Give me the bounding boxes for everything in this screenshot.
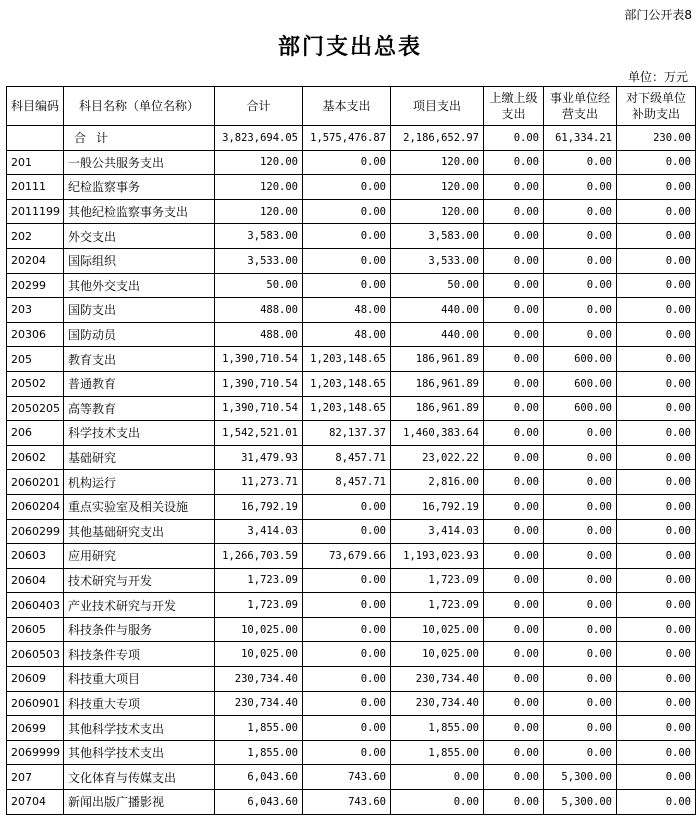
table-row: [7, 322, 696, 347]
row-value: 1,390,710.54: [215, 371, 303, 396]
row-value: 0.00: [617, 470, 696, 495]
row-name: 新闻出版广播影视: [64, 790, 215, 815]
row-value: 0.00: [617, 691, 696, 716]
table-row: [7, 150, 696, 175]
row-value: 0.00: [303, 175, 391, 200]
row-value: 230,734.40: [391, 667, 484, 692]
table-row: [7, 617, 696, 642]
row-name: 文化体育与传媒支出: [64, 765, 215, 790]
total-value: 61,334.21: [544, 126, 617, 151]
table-row: [7, 421, 696, 446]
header-subsidy: 对下级单位补助支出: [617, 87, 696, 126]
row-value: 0.00: [484, 544, 544, 569]
row-value: 1,723.09: [215, 593, 303, 618]
header-business: 事业单位经营支出: [544, 87, 617, 126]
row-name: 其他科学技术支出: [64, 740, 215, 765]
table-row: [7, 740, 696, 765]
row-value: 1,203,148.65: [303, 371, 391, 396]
row-value: 0.00: [484, 224, 544, 249]
row-value: 11,273.71: [215, 470, 303, 495]
row-value: 0.00: [617, 642, 696, 667]
row-value: 1,390,710.54: [215, 347, 303, 372]
row-value: 0.00: [303, 199, 391, 224]
row-value: 743.60: [303, 765, 391, 790]
row-value: 0.00: [617, 765, 696, 790]
row-value: 10,025.00: [215, 642, 303, 667]
row-value: 0.00: [617, 740, 696, 765]
row-value: 743.60: [303, 790, 391, 815]
row-value: 0.00: [617, 298, 696, 323]
total-value: 0.00: [484, 126, 544, 151]
row-value: 0.00: [303, 248, 391, 273]
row-value: 0.00: [544, 175, 617, 200]
row-value: 0.00: [544, 642, 617, 667]
row-value: 1,855.00: [391, 716, 484, 741]
header-row: [7, 87, 696, 126]
row-value: 0.00: [303, 667, 391, 692]
row-value: 10,025.00: [391, 617, 484, 642]
table-row: [7, 667, 696, 692]
row-value: 0.00: [484, 790, 544, 815]
row-value: 0.00: [544, 617, 617, 642]
row-value: 2,816.00: [391, 470, 484, 495]
row-code: 20604: [7, 568, 64, 593]
row-code: 202: [7, 224, 64, 249]
row-value: 0.00: [617, 322, 696, 347]
row-name: 外交支出: [64, 224, 215, 249]
row-value: 0.00: [484, 494, 544, 519]
row-value: 0.00: [484, 617, 544, 642]
row-name: 机构运行: [64, 470, 215, 495]
row-name: 一般公共服务支出: [64, 150, 215, 175]
total-value: 3,823,694.05: [215, 126, 303, 151]
row-value: 0.00: [544, 568, 617, 593]
row-name: 应用研究: [64, 544, 215, 569]
row-value: 10,025.00: [391, 642, 484, 667]
row-value: 0.00: [617, 544, 696, 569]
row-value: 0.00: [391, 790, 484, 815]
row-value: 3,414.03: [215, 519, 303, 544]
row-value: 0.00: [617, 371, 696, 396]
row-value: 600.00: [544, 396, 617, 421]
row-name: 其他外交支出: [64, 273, 215, 298]
row-value: 0.00: [544, 494, 617, 519]
row-value: 0.00: [617, 519, 696, 544]
row-name: 教育支出: [64, 347, 215, 372]
row-name: 国际组织: [64, 248, 215, 273]
row-value: 0.00: [303, 716, 391, 741]
row-value: 0.00: [617, 224, 696, 249]
table-row: [7, 593, 696, 618]
table-row: [7, 273, 696, 298]
row-value: 0.00: [484, 248, 544, 273]
table-row: [7, 199, 696, 224]
row-value: 488.00: [215, 322, 303, 347]
table-row: [7, 445, 696, 470]
row-value: 120.00: [391, 175, 484, 200]
row-value: 0.00: [484, 421, 544, 446]
row-value: 0.00: [617, 667, 696, 692]
row-code: 20699: [7, 716, 64, 741]
row-value: 0.00: [617, 445, 696, 470]
row-value: 1,460,383.64: [391, 421, 484, 446]
row-value: 0.00: [484, 691, 544, 716]
row-value: 0.00: [617, 790, 696, 815]
row-value: 0.00: [544, 716, 617, 741]
row-code: 20602: [7, 445, 64, 470]
row-value: 0.00: [544, 740, 617, 765]
table-row: [7, 396, 696, 421]
row-value: 0.00: [484, 470, 544, 495]
total-value: 230.00: [617, 126, 696, 151]
row-value: 0.00: [303, 224, 391, 249]
row-value: 0.00: [617, 494, 696, 519]
row-value: 3,583.00: [391, 224, 484, 249]
row-value: 23,022.22: [391, 445, 484, 470]
header-project: 项目支出: [391, 87, 484, 126]
row-value: 0.00: [617, 396, 696, 421]
row-value: 0.00: [484, 445, 544, 470]
row-value: 1,203,148.65: [303, 347, 391, 372]
row-value: 82,137.37: [303, 421, 391, 446]
row-value: 0.00: [484, 667, 544, 692]
row-code: 2060503: [7, 642, 64, 667]
row-value: 0.00: [484, 396, 544, 421]
table-row: [7, 642, 696, 667]
row-code: 20609: [7, 667, 64, 692]
row-value: 31,479.93: [215, 445, 303, 470]
row-value: 0.00: [484, 199, 544, 224]
row-name: 基础研究: [64, 445, 215, 470]
row-value: 0.00: [303, 150, 391, 175]
row-value: 120.00: [391, 150, 484, 175]
row-code: 2011199: [7, 199, 64, 224]
row-name: 科学技术支出: [64, 421, 215, 446]
table-row: [7, 224, 696, 249]
row-name: 高等教育: [64, 396, 215, 421]
row-value: 1,266,703.59: [215, 544, 303, 569]
row-value: 0.00: [484, 568, 544, 593]
row-value: 1,855.00: [215, 740, 303, 765]
row-value: 16,792.19: [391, 494, 484, 519]
form-number: 部门公开表8: [624, 8, 692, 22]
row-value: 0.00: [617, 150, 696, 175]
row-name: 其他基础研究支出: [64, 519, 215, 544]
table-row: [7, 371, 696, 396]
header-basic: 基本支出: [303, 87, 391, 126]
header-total: 合计: [215, 87, 303, 126]
row-code: 20502: [7, 371, 64, 396]
row-value: 48.00: [303, 298, 391, 323]
header-name: 科目名称（单位名称）: [64, 87, 215, 126]
row-value: 186,961.89: [391, 347, 484, 372]
row-value: 0.00: [484, 273, 544, 298]
row-value: 0.00: [391, 765, 484, 790]
row-value: 0.00: [544, 273, 617, 298]
row-value: 6,043.60: [215, 790, 303, 815]
row-value: 8,457.71: [303, 445, 391, 470]
header-upper: 上缴上级支出: [484, 87, 544, 126]
row-value: 1,542,521.01: [215, 421, 303, 446]
row-value: 0.00: [544, 667, 617, 692]
total-code: [7, 126, 64, 151]
row-value: 10,025.00: [215, 617, 303, 642]
row-code: 2060403: [7, 593, 64, 618]
row-code: 2050205: [7, 396, 64, 421]
row-value: 230,734.40: [215, 691, 303, 716]
row-code: 20704: [7, 790, 64, 815]
row-value: 0.00: [617, 716, 696, 741]
total-label: 合计: [64, 126, 215, 151]
row-value: 0.00: [303, 740, 391, 765]
table-row: [7, 248, 696, 273]
row-code: 2060299: [7, 519, 64, 544]
row-code: 2060901: [7, 691, 64, 716]
row-value: 0.00: [544, 445, 617, 470]
row-name: 科技条件与服务: [64, 617, 215, 642]
table-row: [7, 175, 696, 200]
row-value: 0.00: [303, 494, 391, 519]
row-name: 重点实验室及相关设施: [64, 494, 215, 519]
table-row: [7, 519, 696, 544]
row-value: 5,300.00: [544, 765, 617, 790]
row-code: 2069999: [7, 740, 64, 765]
row-value: 73,679.66: [303, 544, 391, 569]
row-value: 440.00: [391, 322, 484, 347]
row-value: 230,734.40: [391, 691, 484, 716]
row-value: 0.00: [544, 544, 617, 569]
row-value: 0.00: [544, 691, 617, 716]
row-value: 0.00: [303, 691, 391, 716]
row-value: 0.00: [544, 298, 617, 323]
row-value: 0.00: [617, 617, 696, 642]
row-value: 0.00: [544, 593, 617, 618]
row-value: 0.00: [303, 617, 391, 642]
row-value: 440.00: [391, 298, 484, 323]
row-value: 1,855.00: [215, 716, 303, 741]
row-value: 0.00: [484, 371, 544, 396]
row-value: 0.00: [484, 150, 544, 175]
row-value: 120.00: [215, 199, 303, 224]
row-value: 6,043.60: [215, 765, 303, 790]
row-code: 205: [7, 347, 64, 372]
row-value: 600.00: [544, 371, 617, 396]
row-value: 0.00: [484, 765, 544, 790]
row-name: 科技重大专项: [64, 691, 215, 716]
row-code: 20299: [7, 273, 64, 298]
row-value: 0.00: [303, 593, 391, 618]
table-row: [7, 691, 696, 716]
row-code: 2060201: [7, 470, 64, 495]
row-value: 600.00: [544, 347, 617, 372]
row-value: 0.00: [617, 248, 696, 273]
row-value: 0.00: [617, 568, 696, 593]
table-row: [7, 470, 696, 495]
row-code: 20605: [7, 617, 64, 642]
row-value: 0.00: [544, 322, 617, 347]
row-value: 0.00: [617, 347, 696, 372]
row-value: 3,414.03: [391, 519, 484, 544]
row-code: 20204: [7, 248, 64, 273]
row-value: 48.00: [303, 322, 391, 347]
row-value: 3,533.00: [215, 248, 303, 273]
row-value: 0.00: [544, 199, 617, 224]
row-code: 207: [7, 765, 64, 790]
table-row: [7, 544, 696, 569]
row-value: 1,723.09: [391, 593, 484, 618]
row-value: 0.00: [484, 347, 544, 372]
total-value: 2,186,652.97: [391, 126, 484, 151]
row-value: 1,193,023.93: [391, 544, 484, 569]
header-code: 科目编码: [7, 87, 64, 126]
row-code: 20603: [7, 544, 64, 569]
row-value: 0.00: [484, 519, 544, 544]
row-value: 1,390,710.54: [215, 396, 303, 421]
row-value: 16,792.19: [215, 494, 303, 519]
row-value: 5,300.00: [544, 790, 617, 815]
row-value: 186,961.89: [391, 396, 484, 421]
row-value: 0.00: [484, 740, 544, 765]
table-row: [7, 790, 696, 815]
table-row: [7, 298, 696, 323]
row-name: 科技重大项目: [64, 667, 215, 692]
row-value: 1,203,148.65: [303, 396, 391, 421]
row-name: 其他纪检监察事务支出: [64, 199, 215, 224]
table-row: [7, 568, 696, 593]
row-value: 0.00: [484, 642, 544, 667]
row-value: 0.00: [303, 519, 391, 544]
row-value: 0.00: [617, 593, 696, 618]
row-name: 其他科学技术支出: [64, 716, 215, 741]
row-name: 产业技术研究与开发: [64, 593, 215, 618]
row-value: 50.00: [391, 273, 484, 298]
row-value: 120.00: [215, 175, 303, 200]
row-value: 0.00: [484, 322, 544, 347]
row-value: 0.00: [544, 470, 617, 495]
row-name: 普通教育: [64, 371, 215, 396]
row-value: 0.00: [544, 150, 617, 175]
expenditure-table: [6, 86, 696, 815]
row-value: 50.00: [215, 273, 303, 298]
row-value: 3,533.00: [391, 248, 484, 273]
row-code: 206: [7, 421, 64, 446]
table-row: [7, 347, 696, 372]
table-row: [7, 765, 696, 790]
row-value: 0.00: [544, 224, 617, 249]
row-value: 3,583.00: [215, 224, 303, 249]
row-value: 0.00: [617, 175, 696, 200]
row-name: 科技条件专项: [64, 642, 215, 667]
row-value: 1,723.09: [391, 568, 484, 593]
row-value: 230,734.40: [215, 667, 303, 692]
row-code: 203: [7, 298, 64, 323]
row-value: 0.00: [617, 199, 696, 224]
row-value: 0.00: [303, 642, 391, 667]
row-value: 120.00: [391, 199, 484, 224]
row-value: 488.00: [215, 298, 303, 323]
table-row: [7, 494, 696, 519]
row-value: 186,961.89: [391, 371, 484, 396]
row-value: 0.00: [544, 248, 617, 273]
row-name: 技术研究与开发: [64, 568, 215, 593]
row-code: 20111: [7, 175, 64, 200]
row-value: 0.00: [617, 421, 696, 446]
row-value: 0.00: [544, 421, 617, 446]
row-name: 国防支出: [64, 298, 215, 323]
row-value: 1,723.09: [215, 568, 303, 593]
page-title: 部门支出总表: [277, 35, 422, 60]
row-value: 0.00: [484, 175, 544, 200]
row-value: 8,457.71: [303, 470, 391, 495]
table-row: [7, 716, 696, 741]
row-name: 国防动员: [64, 322, 215, 347]
row-value: 0.00: [484, 298, 544, 323]
row-value: 1,855.00: [391, 740, 484, 765]
row-name: 纪检监察事务: [64, 175, 215, 200]
total-value: 1,575,476.87: [303, 126, 391, 151]
row-value: 0.00: [484, 593, 544, 618]
unit-label: 单位：万元: [627, 70, 688, 84]
row-value: 0.00: [303, 568, 391, 593]
row-value: 0.00: [484, 716, 544, 741]
row-value: 0.00: [544, 519, 617, 544]
row-code: 201: [7, 150, 64, 175]
total-row: [7, 126, 696, 151]
row-value: 0.00: [303, 273, 391, 298]
row-value: 0.00: [617, 273, 696, 298]
row-code: 2060204: [7, 494, 64, 519]
row-value: 120.00: [215, 150, 303, 175]
row-code: 20306: [7, 322, 64, 347]
